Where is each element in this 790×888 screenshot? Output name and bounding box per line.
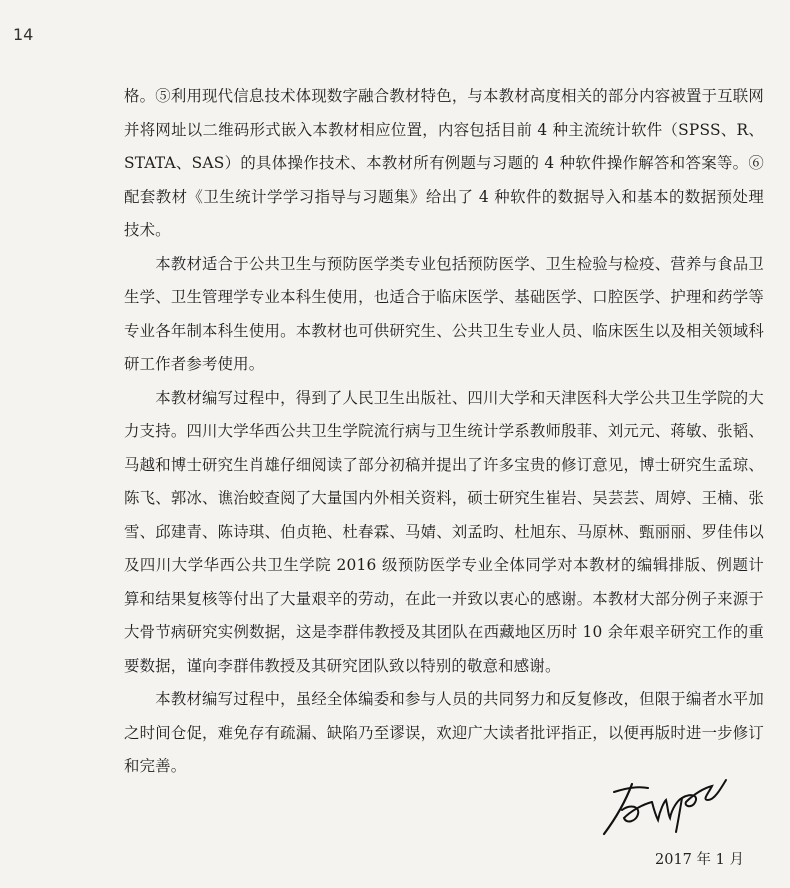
- paragraph-1: 格。⑤利用现代信息技术体现数字融合教材特色，与本教材高度相关的部分内容被置于互联网并将网址以二维码形式嵌入本教材相应位置，内容包括目前 4 种主流统计软件（SPSS、R、STATA、SAS）的具体操作技术、本教材所有例题与习题的 4 种软件操作解答和答案等。⑥配套教材《卫生统计学学习指导与习题集》给出了 4 种软件的数据导入和基本的数据预处理技术。: [124, 87, 764, 239]
- paragraph-3: 本教材编写过程中，得到了人民卫生出版社、四川大学和天津医科大学公共卫生学院的大力支持。四川大学华西公共卫生学院流行病与卫生统计学系教师殷菲、刘元元、蒋敏、张韬、马越和博士研究生肖雄仔细阅读了部分初稿并提出了许多宝贵的修订意见，博士研究生孟琼、陈飞、郭冰、谯治蛟查阅了大量国内外相关资料，硕士研究生崔岩、吴芸芸、周婷、王楠、张雪、邱建青、陈诗琪、伯贞艳、杜春霖、马婧、刘孟昀、杜旭东、马原林、甄丽丽、罗佳伟以及四川大学华西公共卫生学院 2016 级预防医学专业全体同学对本教材的编辑排版、例题计算和结果复核等付出了大量艰辛的劳动，在此一并致以衷心的感谢。本教材大部分例子来源于大骨节病研究实例数据，这是李群伟教授及其团队在西藏地区历时 10 余年艰辛研究工作的重要数据，谨向李群伟教授及其研究团队致以特别的敬意和感谢。: [124, 388, 764, 675]
- date: 2017 年 1 月: [655, 852, 744, 868]
- page-number: 14: [13, 25, 34, 44]
- preface-body: [124, 80, 764, 784]
- handwritten-signature: [596, 770, 736, 840]
- paragraph-2: 本教材适合于公共卫生与预防医学类专业包括预防医学、卫生检验与检疫、营养与食品卫生学、卫生管理学专业本科生使用，也适合于临床医学、基础医学、口腔医学、护理和药学等专业各年制本科生使用。本教材也可供研究生、公共卫生专业人员、临床医生以及相关领域科研工作者参考使用。: [124, 254, 764, 373]
- paragraph-4: 本教材编写过程中，虽经全体编委和参与人员的共同努力和反复修改，但限于编者水平加之时间仓促，难免存有疏漏、缺陷乃至谬误，欢迎广大读者批评指正，以便再版时进一步修订和完善。: [124, 690, 764, 775]
